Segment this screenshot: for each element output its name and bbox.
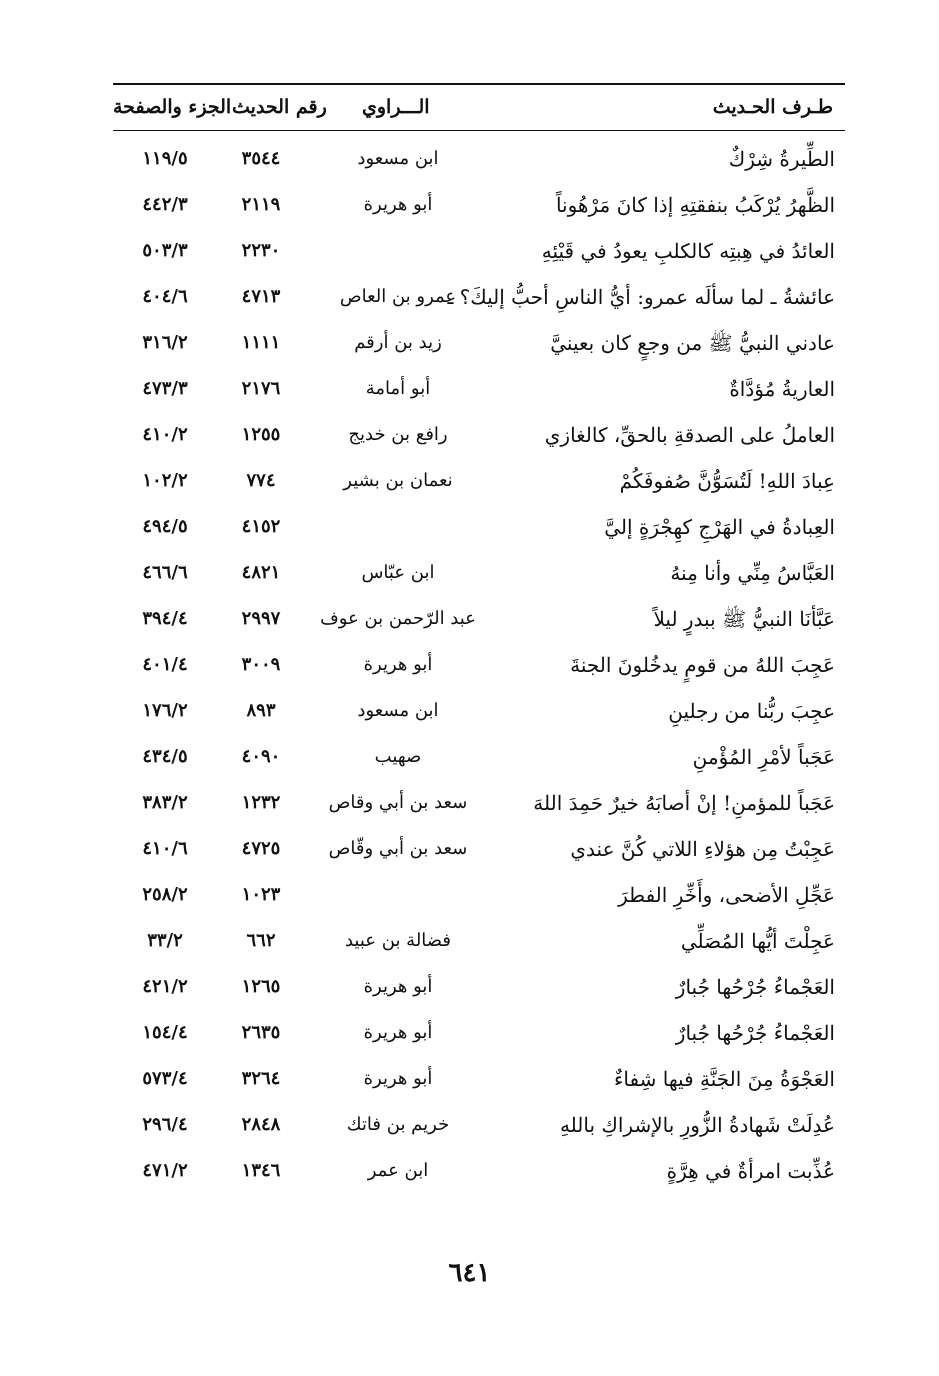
table-row <box>113 366 845 412</box>
narrator-name: أبو هريرة <box>363 194 433 215</box>
hadith-text: عائشةُ ـ لما سألَه عمرو: أيُّ الناسِ أحبُّ إليكَ؟ ـ <box>447 285 835 309</box>
hadith-text: عادني النبيُّ ﷺ من وجعٍ كان بعينيَّ <box>550 331 835 355</box>
narrator-name: رافع بن خديج <box>348 424 448 445</box>
hadith-text: العَبَّاسُ مِنِّي وأنا مِنهُ <box>670 561 835 585</box>
table-row <box>113 1010 845 1056</box>
hadith-text: عِبادَ اللهِ! لَتُسَوُّنَّ صُفوفَكُمْ <box>619 469 835 493</box>
table-row <box>113 964 845 1010</box>
hadith-number: ٢١٧٦ <box>241 378 281 399</box>
narrator-name: ابن مسعود <box>357 148 439 169</box>
hadith-text: العَجْماءُ جُرْحُها جُبارٌ <box>675 975 835 999</box>
table-row <box>113 320 845 366</box>
hadith-text: العاريةُ مُؤدَّاةٌ <box>729 377 835 401</box>
narrator-name: أبو هريرة <box>363 976 433 997</box>
hadith-number: ٤١٥٢ <box>241 516 281 537</box>
volume-page: ٤٣٤/٥ <box>142 746 188 767</box>
narrator-name: أبو هريرة <box>363 1068 433 1089</box>
volume-page: ١٠٢/٢ <box>142 470 188 491</box>
volume-page: ٢٥٨/٢ <box>142 884 188 905</box>
hadith-text: العِبادةُ في الهَرْجِ كهِجْرَةٍ إليَّ <box>604 515 835 539</box>
volume-page: ٤١٠/٢ <box>142 424 188 445</box>
header-volume-page: الجزء والصفحة <box>113 96 232 118</box>
hadith-number: ٤٠٩٠ <box>241 746 281 767</box>
narrator-name: ابن عمر <box>367 1160 429 1181</box>
hadith-number: ١٢٦٥ <box>241 976 281 997</box>
hadith-text: العَجْماءُ جُرْحُها جُبارٌ <box>675 1021 835 1045</box>
volume-page: ٥٧٣/٤ <box>142 1068 188 1089</box>
volume-page: ٤٢١/٢ <box>142 976 188 997</box>
hadith-number: ١٣٤٦ <box>241 1160 281 1181</box>
hadith-number: ٢٢٣٠ <box>241 240 281 261</box>
table-row <box>113 228 845 274</box>
volume-page: ٣٩٤/٤ <box>142 608 188 629</box>
hadith-number: ١٠٢٣ <box>241 884 281 905</box>
volume-page: ١١٩/٥ <box>142 148 188 169</box>
volume-page: ٤٤٢/٣ <box>142 194 188 215</box>
hadith-text: عَجِلْتَ أيُّها المُصَلِّي <box>680 929 835 953</box>
hadith-number: ٢٦٣٥ <box>241 1022 281 1043</box>
table-row <box>113 780 845 826</box>
volume-page: ٤١٠/٦ <box>142 838 188 859</box>
narrator-name: ابن مسعود <box>357 700 439 721</box>
volume-page: ٤٧١/٢ <box>142 1160 188 1181</box>
hadith-number: ٦٦٢ <box>246 930 276 951</box>
hadith-number: ٤٧٢٥ <box>241 838 281 859</box>
table-row <box>113 136 845 182</box>
table-row <box>113 872 845 918</box>
narrator-name <box>303 228 493 274</box>
volume-page: ٣١٦/٢ <box>142 332 188 353</box>
hadith-text: العائدُ في هِبتِه كالكلبِ يعودُ في قَيْئِهِ <box>541 239 835 263</box>
hadith-text: عَجِبْتُ مِن هؤلاءِ اللاتي كُنَّ عندي <box>570 837 835 861</box>
volume-page: ٢٩٦/٤ <box>142 1114 188 1135</box>
table-row <box>113 918 845 964</box>
volume-page: ٣٨٣/٢ <box>142 792 188 813</box>
hadith-number: ٢٩٩٧ <box>241 608 281 629</box>
hadith-number: ١٢٣٢ <box>241 792 281 813</box>
table-row <box>113 182 845 228</box>
narrator-name <box>303 872 493 918</box>
narrator-name: سعد بن أبي وقّاص <box>328 838 468 859</box>
volume-page: ٤٠٤/٦ <box>142 286 188 307</box>
table-row <box>113 550 845 596</box>
table-row <box>113 412 845 458</box>
volume-page: ١٥٤/٤ <box>142 1022 188 1043</box>
volume-page: ٣٣/٢ <box>147 930 183 951</box>
page-number: ٦٤١ <box>448 1258 491 1288</box>
narrator-name: زيد بن أرقم <box>354 332 442 353</box>
narrator-name: أبو أمامة <box>365 378 431 399</box>
hadith-text: عُدِلَتْ شَهادةُ الزُّورِ بالإشراكِ باللهِ <box>559 1113 835 1137</box>
hadith-number: ٢١١٩ <box>241 194 281 215</box>
narrator-name: أبو هريرة <box>363 1022 433 1043</box>
header-hadith: طـرف الحـديث <box>712 96 833 118</box>
hadith-text: عَجِبَ اللهُ من قومٍ يدخُلونَ الجنةَ <box>570 653 835 677</box>
volume-page: ٥٠٣/٣ <box>142 240 188 261</box>
hadith-number: ١٢٥٥ <box>241 424 281 445</box>
hadith-number: ٤٧١٣ <box>241 286 281 307</box>
table-row <box>113 504 845 550</box>
header-number: رقم الحديث <box>232 96 327 118</box>
hadith-number: ٢٨٤٨ <box>241 1114 281 1135</box>
table-row <box>113 826 845 872</box>
hadith-text: العَجْوَةُ مِنَ الجَنَّةِ فيها شِفاءٌ <box>614 1067 835 1091</box>
narrator-name: أبو هريرة <box>363 654 433 675</box>
narrator-name: ابن عبّاس <box>361 562 435 583</box>
hadith-text: العاملُ على الصدقةِ بالحقِّ، كالغازي <box>544 423 835 447</box>
narrator-name: صهيب <box>374 746 422 767</box>
hadith-number: ٨٩٣ <box>246 700 276 721</box>
volume-page: ٤٧٣/٣ <box>142 378 188 399</box>
table-row <box>113 1148 845 1194</box>
hadith-number: ٧٧٤ <box>246 470 276 491</box>
narrator-name: عبد الرّحمن بن عوف <box>320 608 476 629</box>
hadith-number: ١١١١ <box>241 332 281 353</box>
table-row <box>113 734 845 780</box>
hadith-text: عَبَّأنَا النبيُّ ﷺ ببدرٍ ليلاً <box>653 607 835 631</box>
narrator-name: فضالة بن عبيد <box>344 930 452 951</box>
volume-page: ٤٩٤/٥ <box>142 516 188 537</box>
hadith-text: عُذِّبت امرأةٌ في هِرَّةٍ <box>666 1159 835 1183</box>
hadith-text: عَجَباً للمؤمنِ! إنْ أصابَهُ خيرٌ حَمِدَ اللهَ <box>533 791 835 815</box>
hadith-text: الظَّهرُ يُرْكَبُ بنفقتِهِ إذا كانَ مَرْهُوناً <box>555 193 835 217</box>
hadith-text: عَجِّلِ الأضحى، وأَخِّرِ الفطرَ <box>618 883 835 907</box>
narrator-name: نعمان بن بشير <box>343 470 453 491</box>
table-row <box>113 458 845 504</box>
table-row <box>113 596 845 642</box>
hadith-text: الطِّيرةُ شِرْكٌ <box>728 147 835 171</box>
hadith-number: ٣٢٦٤ <box>241 1068 281 1089</box>
table-row <box>113 642 845 688</box>
hadith-text: عَجَباً لأمْرِ المُؤْمنِ <box>692 745 835 769</box>
volume-page: ٤٦٦/٦ <box>142 562 188 583</box>
hadith-number: ٣٠٠٩ <box>241 654 281 675</box>
narrator-name: سعد بن أبي وقاص <box>328 792 468 813</box>
hadith-number: ٣٥٤٤ <box>241 148 281 169</box>
top-rule <box>113 83 845 85</box>
narrator-name: عمرو بن العاص <box>339 286 457 307</box>
volume-page: ١٧٦/٢ <box>142 700 188 721</box>
table-row <box>113 1056 845 1102</box>
narrator-name <box>303 504 493 550</box>
narrator-name: خريم بن فاتك <box>346 1114 450 1135</box>
table-row <box>113 1102 845 1148</box>
header-rule <box>113 130 845 131</box>
volume-page: ٤٠١/٤ <box>142 654 188 675</box>
header-narrator: الـــراوي <box>362 96 430 118</box>
hadith-text: عجِبَ ربُّنا من رجلينِ <box>668 699 835 723</box>
table-row <box>113 688 845 734</box>
hadith-number: ٤٨٢١ <box>241 562 281 583</box>
table-row <box>113 274 845 320</box>
